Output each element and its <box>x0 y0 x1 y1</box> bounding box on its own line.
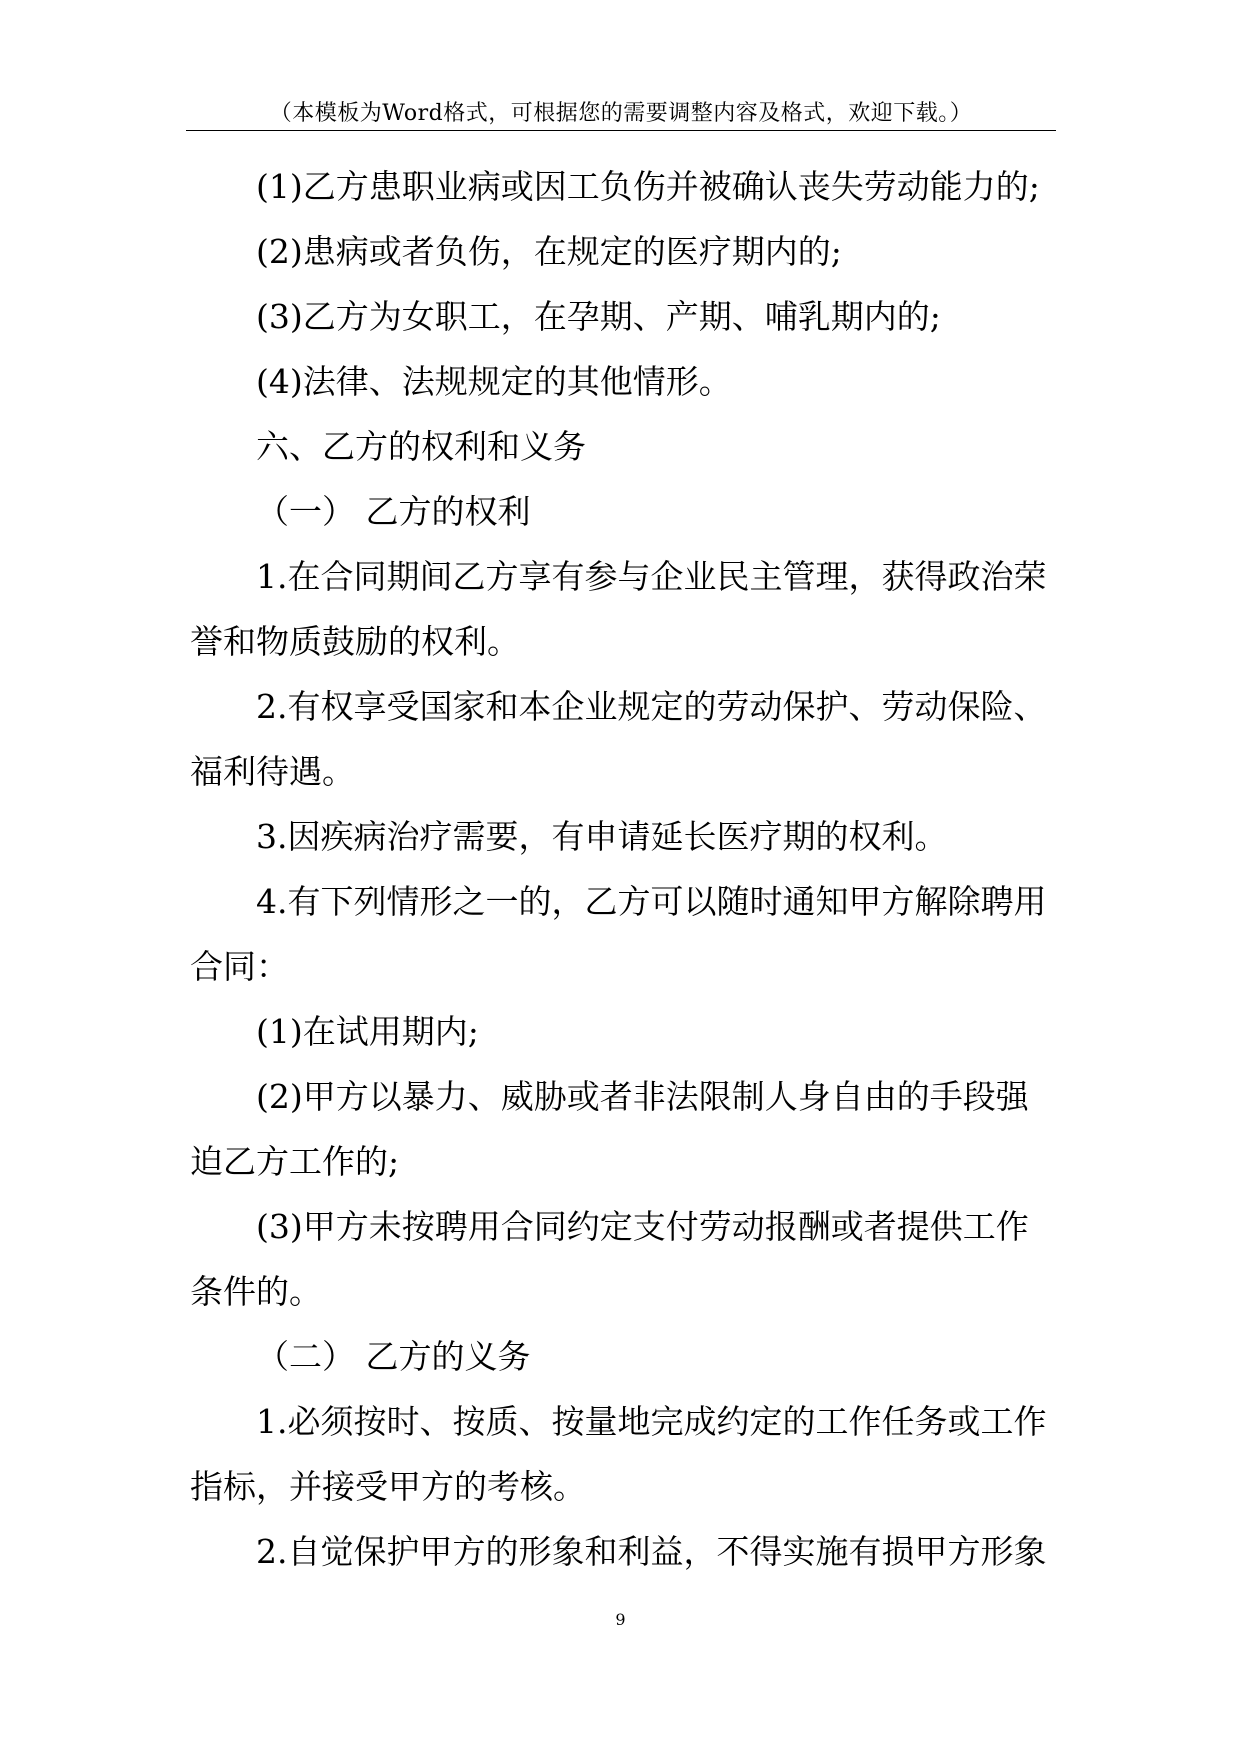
clause-line: (2)患病或者负伤，在规定的医疗期内的; <box>256 232 842 271</box>
clause-line: (4)法律、法规规定的其他情形。 <box>256 362 732 401</box>
clause-continuation: 福利待遇。 <box>190 752 355 791</box>
clause-continuation: 合同： <box>190 947 289 986</box>
clause-line: 2.自觉保护甲方的形象和利益，不得实施有损甲方形象 <box>256 1532 1047 1571</box>
document-body <box>190 154 1080 1584</box>
clause-continuation: 指标，并接受甲方的考核。 <box>190 1467 586 1506</box>
subsection-heading: （二） 乙方的义务 <box>256 1337 531 1376</box>
header-divider <box>186 130 1056 131</box>
clause-line: (3)甲方未按聘用合同约定支付劳动报酬或者提供工作 <box>256 1207 1029 1246</box>
clause-line: (2)甲方以暴力、威胁或者非法限制人身自由的手段强 <box>256 1077 1029 1116</box>
section-heading: 六、乙方的权利和义务 <box>256 427 586 466</box>
clause-line: (3)乙方为女职工，在孕期、产期、哺乳期内的; <box>256 297 941 336</box>
clause-line: 1.在合同期间乙方享有参与企业民主管理，获得政治荣 <box>256 557 1047 596</box>
page-header-note: （本模板为Word格式，可根据您的需要调整内容及格式，欢迎下载。） <box>269 101 973 126</box>
page-number: 9 <box>615 1610 626 1629</box>
clause-continuation: 条件的。 <box>190 1272 322 1311</box>
clause-continuation: 迫乙方工作的; <box>190 1142 400 1181</box>
subsection-heading: （一） 乙方的权利 <box>256 492 531 531</box>
clause-line: (1)乙方患职业病或因工负伤并被确认丧失劳动能力的; <box>256 167 1040 206</box>
clause-continuation: 誉和物质鼓励的权利。 <box>190 622 520 661</box>
clause-line: 1.必须按时、按质、按量地完成约定的工作任务或工作 <box>256 1402 1047 1441</box>
clause-line: (1)在试用期内; <box>256 1012 479 1051</box>
clause-line: 2.有权享受国家和本企业规定的劳动保护、劳动保险、 <box>256 687 1047 726</box>
clause-line: 4.有下列情形之一的，乙方可以随时通知甲方解除聘用 <box>256 882 1047 921</box>
clause-line: 3.因疾病治疗需要，有申请延长医疗期的权利。 <box>256 817 948 856</box>
